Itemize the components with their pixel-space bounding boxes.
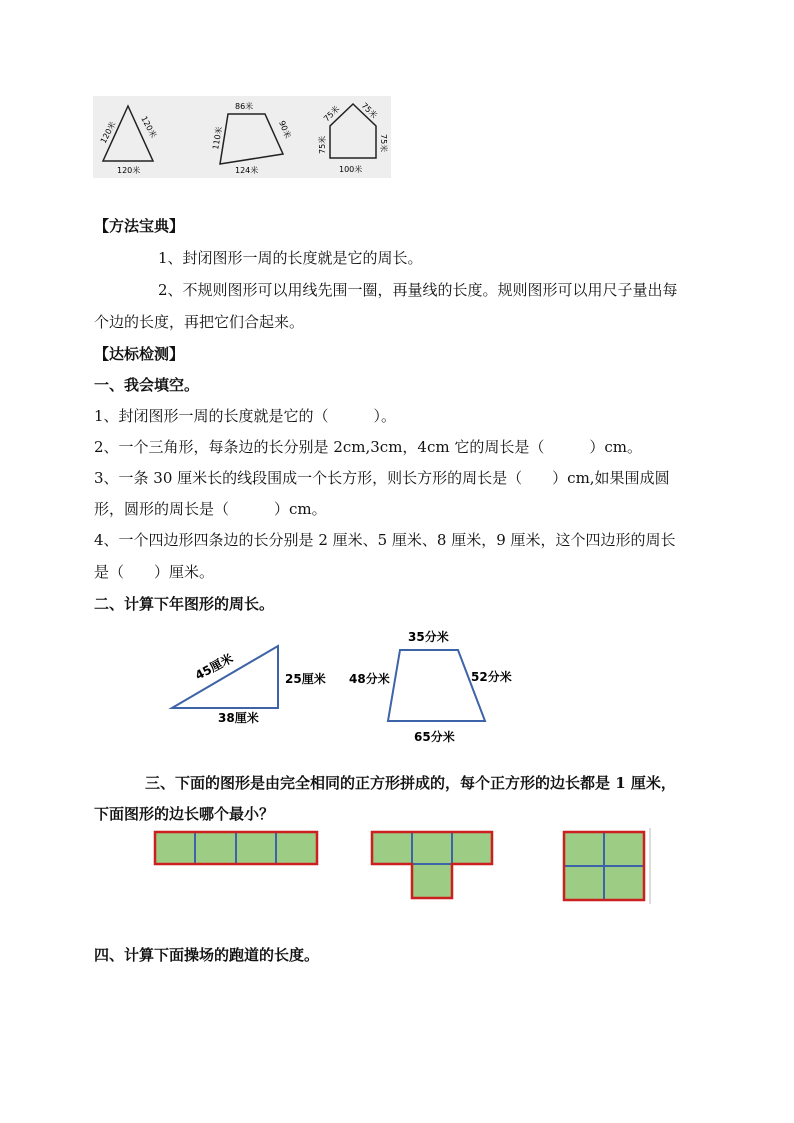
method-item-1: 1、封闭图形一周的长度就是它的周长。 xyxy=(158,249,423,267)
top-quad-right-label: 90米 xyxy=(277,119,293,140)
top-triangle-bottom-label: 120米 xyxy=(117,166,141,175)
triangle-side-label: 25厘米 xyxy=(285,672,326,686)
trapezoid-right-label: 52分米 xyxy=(471,670,512,684)
top-pentagon-left-label: 75米 xyxy=(318,135,327,154)
triangle-base-label: 38厘米 xyxy=(218,711,259,725)
trapezoid-top-label: 35分米 xyxy=(408,630,449,644)
shape-a-row-of-four xyxy=(155,832,317,864)
trapezoid xyxy=(388,650,485,721)
method-item-2b: 个边的长度，再把它们合起来。 xyxy=(94,313,305,331)
triangle-hyp-label: 45厘米 xyxy=(192,651,236,683)
top-triangle-right-label: 120米 xyxy=(139,114,159,140)
section-2-figures xyxy=(160,622,530,750)
trapezoid-left-label: 48分米 xyxy=(349,672,390,686)
section-1-title: 一、我会填空。 xyxy=(94,376,200,394)
section-4-title: 四、计算下面操场的跑道的长度。 xyxy=(94,946,320,964)
section-3-figures xyxy=(150,826,655,906)
question-1: 1、封闭图形一周的长度就是它的（ ）。 xyxy=(94,407,397,425)
top-pentagon-right-label: 75米 xyxy=(379,134,388,153)
trapezoid-bottom-label: 65分米 xyxy=(414,730,455,744)
section-3-title-a: 三、下面的图形是由完全相同的正方形拼成的，每个正方形的边长都是 1 厘米， xyxy=(145,774,676,792)
method-heading: 【方法宝典】 xyxy=(94,217,185,235)
test-heading: 【达标检测】 xyxy=(94,345,185,363)
shape-c-square xyxy=(564,828,650,904)
shape-b-t-shape xyxy=(372,832,492,898)
top-pentagon-roof-left-label: 75米 xyxy=(322,104,342,124)
top-quad-bottom-label: 124米 xyxy=(235,166,259,175)
section-2-title: 二、计算下年图形的周长。 xyxy=(94,595,275,613)
question-3a: 3、一条 30 厘米长的线段围成一个长方形，则长方形的周长是（ ）cm,如果围成圆 xyxy=(94,469,670,487)
top-figures xyxy=(93,96,391,178)
top-quad-left-label: 110米 xyxy=(211,125,225,151)
question-4a: 4、一个四边形四条边的长分别是 2 厘米、5 厘米、8 厘米，9 厘米，这个四边形的周长 xyxy=(94,531,676,549)
question-4b: 是（ ）厘米。 xyxy=(94,563,215,581)
top-triangle-left-label: 120米 xyxy=(98,120,118,145)
top-pentagon-roof-right-label: 75米 xyxy=(359,101,379,121)
top-quad-top-label: 86米 xyxy=(235,102,254,111)
top-pentagon-bottom-label: 100米 xyxy=(339,165,363,174)
method-item-2a: 2、不规则图形可以用线先围一圈，再量线的长度。规则图形可以用尺子量出每 xyxy=(158,281,678,299)
section-3-title-b: 下面图形的边长哪个最小？ xyxy=(94,805,275,823)
question-3b: 形，圆形的周长是（ ）cm。 xyxy=(94,500,327,518)
question-2: 2、一个三角形，每条边的长分别是 2cm,3cm，4cm 它的周长是（ ）cm。 xyxy=(94,438,642,456)
